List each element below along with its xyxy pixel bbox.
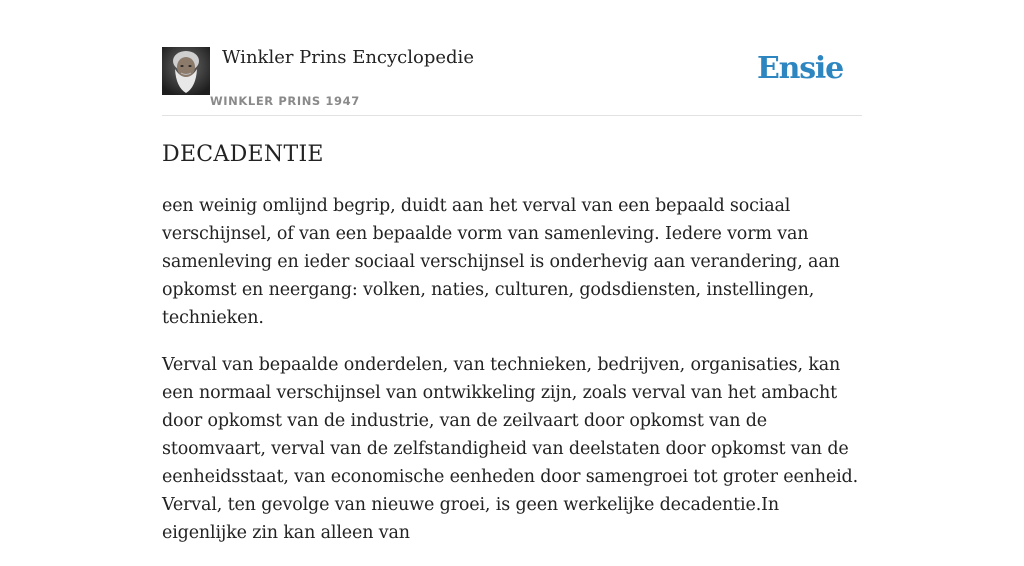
entry-content [162, 192, 862, 566]
source-subtitle: WINKLER PRINS 1947 [210, 94, 360, 108]
entry-paragraph: Verval van bepaalde onderdelen, van technieken, bedrijven, organisaties, kan een normaal verschijnsel van ontwikkeling zijn, zoals verval van het ambacht door opkomst van de industrie, van de zeilvaart door opkomst van de stoomvaart, verval van de zelfstandigheid van deelstaten door opkomst van de eenheidsstaat, van economische eenheden door samengroei tot groter eenheid. Verval, ten gevolge van nieuwe groei, is geen werkelijke decadentie.In eigenlijke zin kan alleen van [162, 355, 859, 543]
source-header [162, 0, 862, 116]
article-page [162, 0, 862, 543]
source-title[interactable]: Winkler Prins Encyclopedie [222, 47, 474, 68]
entry-title: DECADENTIE [162, 142, 324, 167]
ensie-logo[interactable]: Ensie [756, 51, 843, 86]
bearded-man-portrait-icon [162, 47, 210, 95]
entry-paragraph: een weinig omlijnd begrip, duidt aan het verval van een bepaald sociaal verschijnsel, of van een bepaalde vorm van samenleving. Iedere vorm van samenleving en ieder sociaal verschijnsel is onderhevig aan verandering, aan opkomst en neergang: volken, naties, culturen, godsdiensten, instellingen, technieken. [162, 196, 840, 328]
source-avatar[interactable] [162, 47, 210, 95]
